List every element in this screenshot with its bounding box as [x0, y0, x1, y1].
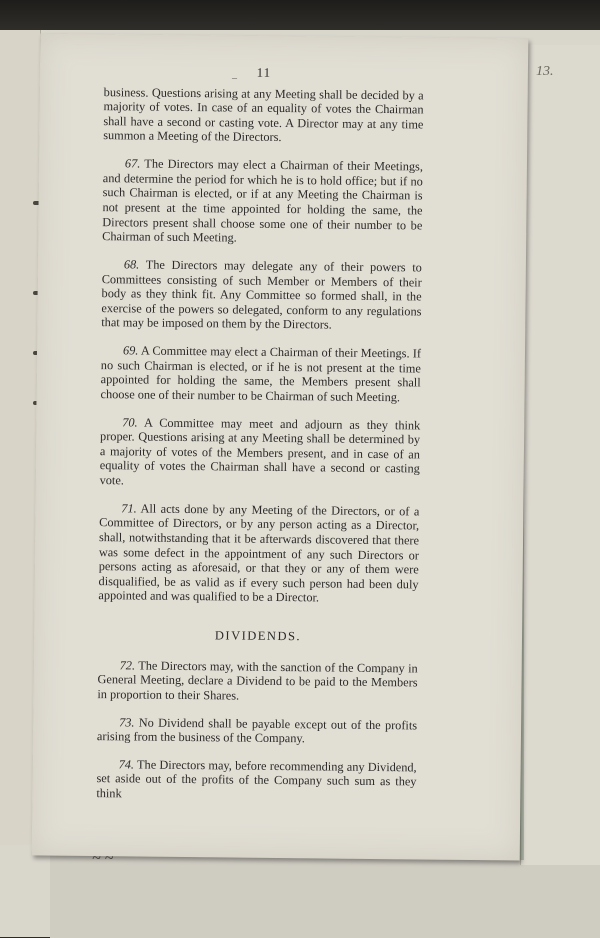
right-underlying-sheet: [520, 45, 600, 865]
article-70: [100, 415, 421, 491]
corner-page-mark: 13.: [536, 64, 554, 79]
article-text: The Directors may, with the sanction of the Company in General Meeting, declare a Dividend to be paid to the Members in proportion to their Shares.: [97, 658, 418, 703]
article-69: [100, 343, 421, 405]
article-71: [98, 501, 419, 607]
article-number: 71.: [121, 501, 137, 516]
document-page: [32, 33, 529, 860]
article-text: A Committee may elect a Chairman of their Meetings. If no such Chairman is elected, or if he is not present at the time appointed for holding the same, the Members present shall choose one of their number to be Chairman of such Meeting.: [100, 343, 422, 405]
article-text: The Directors may delegate any of their powers to Committees consisting of such Member or Members of their body as they think fit. Any Committee so formed shall, in the exercise of the powers so delegated, conform to any regulations that may be imposed on them by the Directors.: [101, 257, 422, 332]
article-72: [97, 658, 417, 705]
page-number: 11: [256, 64, 272, 80]
article-67: [102, 156, 423, 247]
article-number: 73.: [119, 714, 135, 729]
article-text: The Directors may elect a Chairman of their Meetings, and determine the period for which he is to hold office; but if no such Chairman is elected, or if at any Meeting the Chairman is not present at the time appointed for holding the same, the Directors present shall choose some one of their number to be Chairman of such Meeting.: [102, 156, 424, 245]
article-number: 70.: [122, 414, 138, 430]
paragraph-continued: business. Questions arising at any Meeting shall be decided by a majority of votes. In case of an equality of votes the Chairman shall have a second or casting vote. A Director may at any time summon a Meeting of the Directors.: [103, 84, 424, 145]
page-content: [96, 64, 424, 817]
article-text: All acts done by any Meeting of the Directors, or of a Committee of Directors, or by any person acting as a Director, shall, notwithstanding that it be afterwards discovered that there was some defect in the appointment of any such Directors or persons acting as aforesaid, or that they or any of them were disqualified, be as valid as if every such person had been duly appointed and was qualified to be a Director.: [98, 501, 420, 605]
article-text: No Dividend shall be payable except out of the profits arising from the business of the Company.: [96, 715, 418, 746]
article-number: 72.: [119, 657, 136, 673]
article-73: [97, 715, 417, 748]
pencil-mark: ~ ~: [92, 850, 114, 867]
article-74: [96, 757, 416, 804]
article-number: 69.: [122, 343, 139, 358]
section-heading-dividends: DIVIDENDS.: [214, 628, 302, 644]
article-68: [101, 257, 422, 333]
article-number: 74.: [118, 757, 135, 772]
article-number: 67.: [124, 156, 141, 171]
article-text: A Committee may meet and adjourn as they think proper. Questions arising at any Meeting shall be determined by a majority of votes of the Members present, and in case of an equality of votes the Chairman shall have a second or casting vote.: [99, 415, 421, 488]
article-text: The Directors may, before recommending any Dividend, set aside out of the profits of the Company such sum as they think: [96, 757, 417, 801]
article-number: 68.: [123, 257, 140, 272]
top-mark: –: [232, 73, 237, 84]
